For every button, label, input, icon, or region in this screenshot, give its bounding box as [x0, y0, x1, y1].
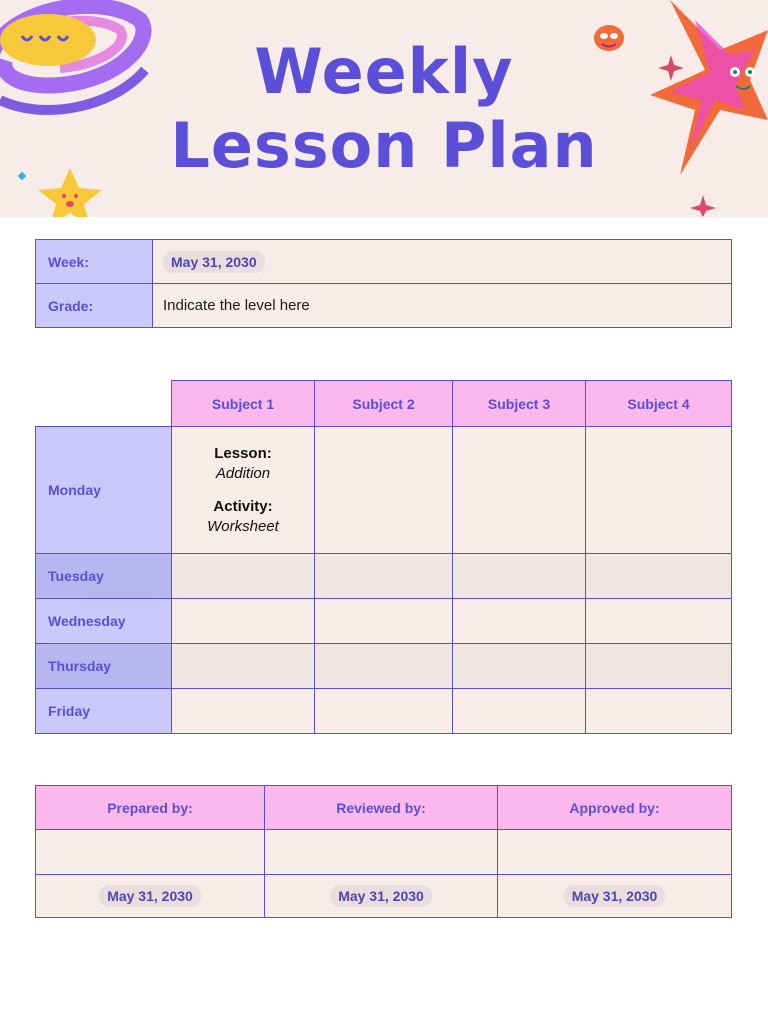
- day-label: Friday: [36, 689, 172, 734]
- activity-value: Worksheet: [207, 518, 279, 535]
- subject-header: Subject 1: [172, 381, 315, 427]
- schedule-cell[interactable]: [586, 644, 732, 689]
- schedule-cell[interactable]: [586, 689, 732, 734]
- schedule-cell[interactable]: [453, 644, 586, 689]
- week-label-cell: [36, 240, 153, 284]
- schedule-cell[interactable]: [315, 599, 453, 644]
- subject-header: Subject 2: [315, 381, 453, 427]
- week-date: May 31, 2030: [163, 251, 265, 273]
- day-row-monday: [36, 427, 732, 554]
- subject-header: Subject 3: [453, 381, 586, 427]
- schedule-cell[interactable]: [315, 427, 453, 554]
- monday-subject1-cell[interactable]: [172, 427, 315, 554]
- week-row: [36, 240, 732, 284]
- approved-by-label: Approved by:: [498, 786, 732, 830]
- signoff-date-row: [36, 875, 732, 918]
- schedule-header-row: [36, 381, 732, 427]
- day-label: Wednesday: [36, 599, 172, 644]
- subject-header: Subject 4: [586, 381, 732, 427]
- approved-by-signature[interactable]: [498, 830, 732, 875]
- prepared-date: May 31, 2030: [99, 885, 201, 907]
- schedule-cell[interactable]: [315, 644, 453, 689]
- schedule-cell[interactable]: [453, 599, 586, 644]
- reviewed-by-label: Reviewed by:: [265, 786, 498, 830]
- approved-date-cell[interactable]: [498, 875, 732, 918]
- schedule-cell[interactable]: [453, 689, 586, 734]
- lesson-value: Addition: [215, 465, 271, 482]
- week-value-cell[interactable]: [153, 240, 732, 284]
- day-label: Tuesday: [36, 554, 172, 599]
- grade-row: [36, 284, 732, 328]
- prepared-by-signature[interactable]: [36, 830, 265, 875]
- day-row-tuesday: [36, 554, 732, 599]
- schedule-cell[interactable]: [453, 427, 586, 554]
- page-title-line2: Lesson Plan: [170, 109, 598, 182]
- day-row-friday: [36, 689, 732, 734]
- schedule-cell[interactable]: [315, 554, 453, 599]
- schedule-cell[interactable]: [586, 554, 732, 599]
- grade-label: Grade:: [48, 297, 94, 314]
- day-label: Thursday: [36, 644, 172, 689]
- page-title-line1: Weekly: [254, 35, 514, 108]
- signoff-table: [35, 785, 732, 918]
- schedule-cell[interactable]: [586, 427, 732, 554]
- day-row-wednesday: [36, 599, 732, 644]
- day-row-thursday: [36, 644, 732, 689]
- prepared-date-cell[interactable]: [36, 875, 265, 918]
- schedule-cell[interactable]: [315, 689, 453, 734]
- schedule-cell[interactable]: [172, 689, 315, 734]
- day-label: Monday: [36, 427, 172, 554]
- schedule-cell[interactable]: [172, 554, 315, 599]
- schedule-cell[interactable]: [172, 599, 315, 644]
- activity-label: Activity:: [213, 498, 273, 515]
- grade-label-cell: [36, 284, 153, 328]
- reviewed-date-cell[interactable]: [265, 875, 498, 918]
- corner-cell: [36, 381, 172, 427]
- page-header: [0, 0, 768, 217]
- signature-row: [36, 830, 732, 875]
- signoff-header-row: [36, 786, 732, 830]
- spiky-star-icon: [640, 0, 768, 217]
- schedule-cell[interactable]: [172, 644, 315, 689]
- week-label: Week:: [48, 253, 89, 270]
- grade-value-cell[interactable]: Indicate the level here: [153, 284, 732, 328]
- schedule-table: [35, 380, 732, 734]
- info-table: [35, 239, 732, 328]
- schedule-cell[interactable]: [453, 554, 586, 599]
- approved-date: May 31, 2030: [564, 885, 666, 907]
- lesson-label: Lesson:: [214, 445, 272, 462]
- schedule-cell[interactable]: [586, 599, 732, 644]
- prepared-by-label: Prepared by:: [36, 786, 265, 830]
- reviewed-by-signature[interactable]: [265, 830, 498, 875]
- reviewed-date: May 31, 2030: [330, 885, 432, 907]
